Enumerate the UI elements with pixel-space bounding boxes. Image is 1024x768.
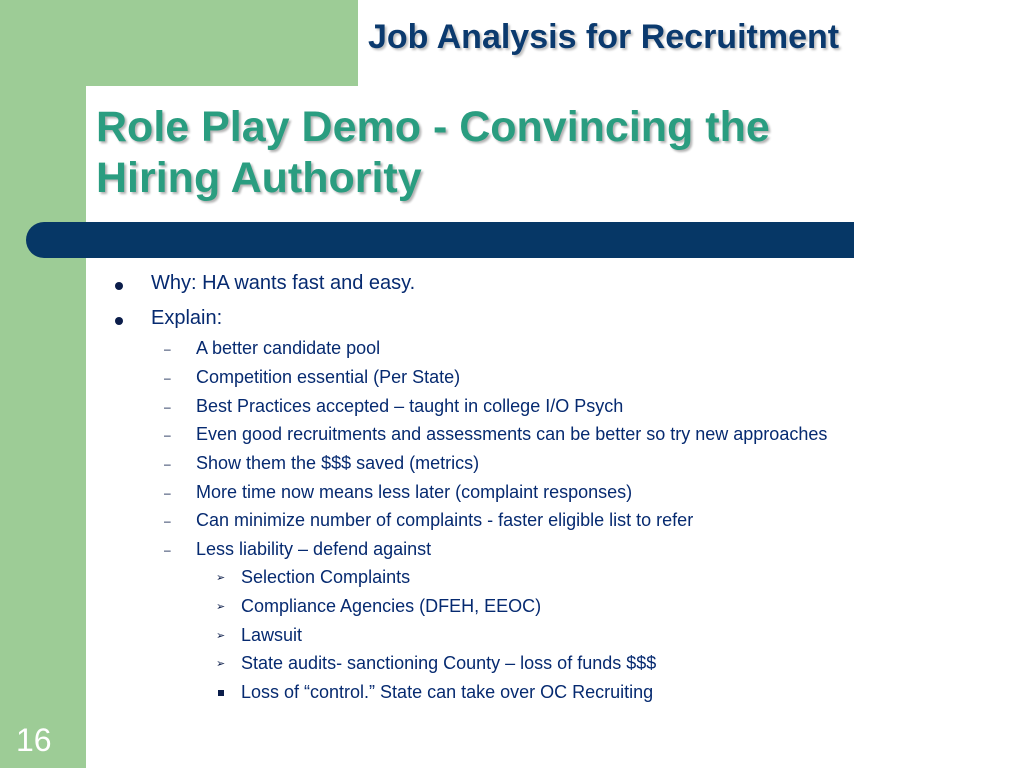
explain-item: More time now means less later (complaint responses) xyxy=(196,482,633,502)
page-number: 16 xyxy=(16,722,52,758)
dash-icon: – xyxy=(164,514,171,528)
liability-item: Loss of “control.” State can take over OC Recruiting xyxy=(241,682,654,702)
top-green-block xyxy=(0,0,358,86)
bullet-dot-icon xyxy=(115,317,123,325)
explain-item: Less liability – defend against xyxy=(196,539,432,559)
slide-title-line-2: Hiring Authority xyxy=(96,154,422,202)
dash-icon: – xyxy=(164,486,171,500)
explain-item: Competition essential (Per State) xyxy=(196,367,461,387)
arrow-bullet-icon: ➢ xyxy=(216,572,226,584)
slide-title-line-1: Role Play Demo - Convincing the xyxy=(96,103,770,151)
dash-icon: – xyxy=(164,342,171,356)
header-title: Job Analysis for Recruitment xyxy=(368,18,840,56)
dash-icon: – xyxy=(164,457,171,471)
liability-item: Lawsuit xyxy=(241,625,303,645)
arrow-bullet-icon: ➢ xyxy=(216,601,226,613)
left-green-band xyxy=(0,0,86,768)
liability-item: Compliance Agencies (DFEH, EEOC) xyxy=(241,596,542,616)
dash-icon: – xyxy=(164,543,171,557)
title-divider-bar xyxy=(26,222,854,258)
bullet-explain: Explain: xyxy=(151,307,223,329)
arrow-bullet-icon: ➢ xyxy=(216,630,226,642)
arrow-bullet-icon: ➢ xyxy=(216,658,226,670)
slide-title xyxy=(96,102,996,204)
liability-item: Selection Complaints xyxy=(241,567,411,587)
square-bullet-icon xyxy=(218,690,224,696)
explain-item: Show them the $$$ saved (metrics) xyxy=(196,453,480,473)
explain-item: Can minimize number of complaints - faster eligible list to refer xyxy=(196,510,694,530)
explain-item: Best Practices accepted – taught in college I/O Psych xyxy=(196,396,624,416)
bullet-dot-icon xyxy=(115,282,123,290)
dash-icon: – xyxy=(164,428,171,442)
dash-icon: – xyxy=(164,400,171,414)
liability-item: State audits- sanctioning County – loss of funds $$$ xyxy=(241,653,657,673)
dash-icon: – xyxy=(164,371,171,385)
bullet-why: Why: HA wants fast and easy. xyxy=(151,272,416,294)
explain-item: Even good recruitments and assessments can be better so try new approaches xyxy=(196,424,828,444)
explain-item: A better candidate pool xyxy=(196,338,381,358)
